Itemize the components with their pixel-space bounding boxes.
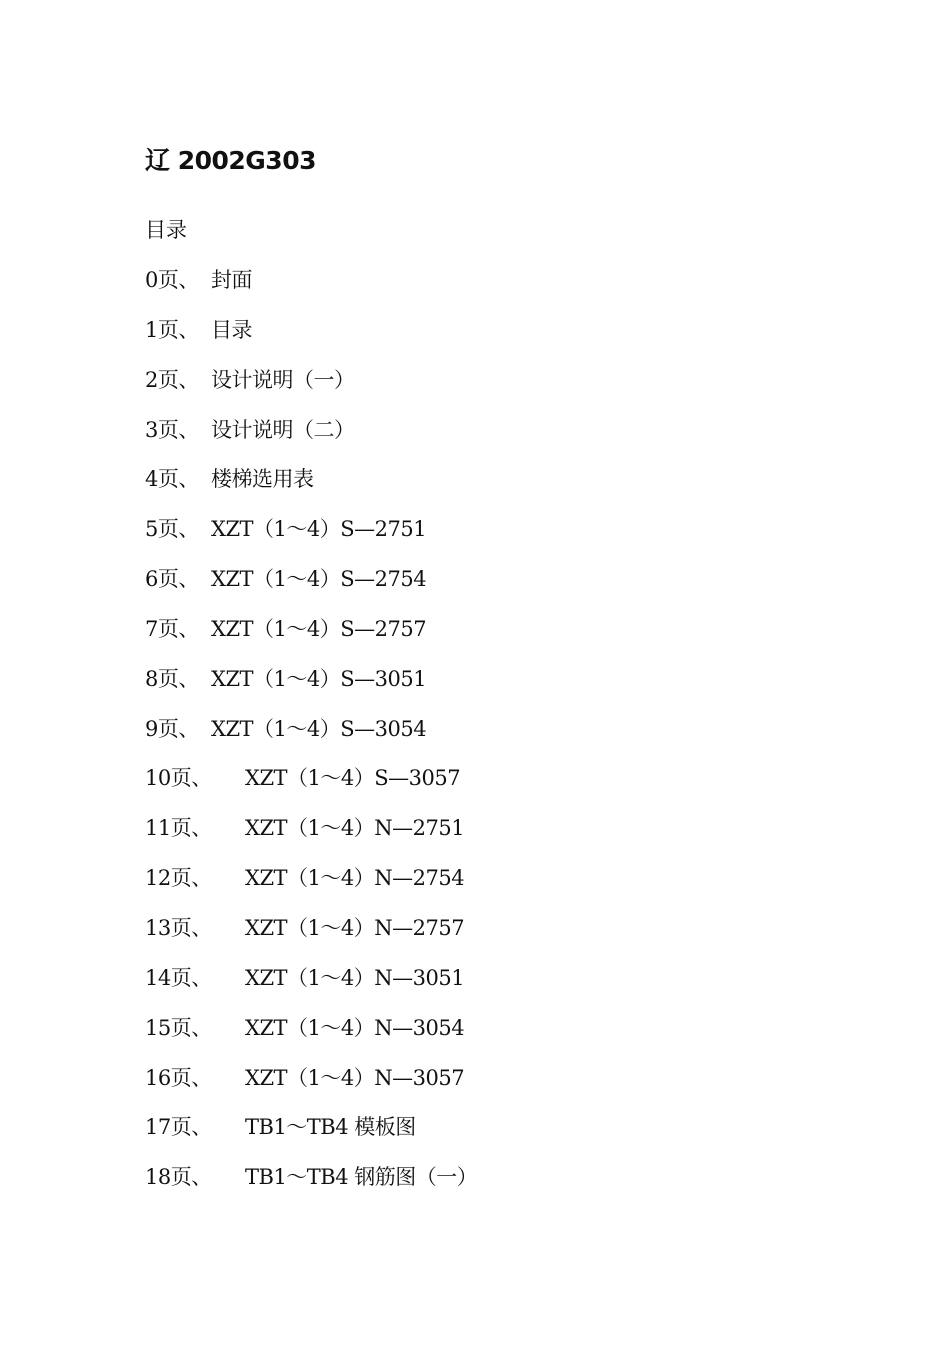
toc-page-number: 1页、: [145, 317, 199, 342]
toc-entry-title: 设计说明（一）: [211, 367, 355, 392]
toc-page-number: 0页、: [145, 268, 199, 292]
toc-entry-title: XZT（1～4）S—2757: [211, 616, 427, 641]
toc-entry-title: XZT（1～4）S—3054: [211, 716, 427, 741]
toc-page-number: 7页、: [145, 616, 199, 641]
toc-entry-0: [145, 265, 477, 315]
toc-entry-title: XZT（1～4）S—2751: [211, 517, 427, 542]
toc-entry-15: [145, 1013, 477, 1063]
toc-entry-title: 设计说明（二）: [211, 417, 355, 442]
toc-entry-4: [145, 464, 477, 514]
toc-entry-17: [145, 1112, 477, 1162]
toc-entry-16: [145, 1063, 477, 1113]
toc-entry-6: [145, 564, 477, 614]
toc-entry-1: [145, 315, 477, 365]
toc-entry-title: XZT（1～4）N—2751: [245, 816, 465, 841]
toc-entry-9: [145, 714, 477, 764]
toc-page-number: 16页、: [145, 1065, 212, 1090]
toc-entry-title: XZT（1～4）S—2754: [211, 567, 427, 592]
toc-entry-title: TB1～TB4 钢筋图（一）: [245, 1165, 478, 1190]
toc-entry-3: [145, 415, 477, 465]
toc-entry-7: [145, 614, 477, 664]
toc-entry-13: [145, 913, 477, 963]
toc-entry-2: [145, 365, 477, 415]
toc-entry-title: XZT（1～4）N—2754: [245, 866, 465, 891]
toc-entry-title: 目录: [211, 317, 252, 342]
toc-page-number: 14页、: [145, 965, 212, 990]
toc-page-number: 17页、: [145, 1115, 212, 1140]
toc-page-number: 13页、: [145, 915, 212, 940]
toc-entry-title: XZT（1～4）S—3057: [245, 766, 461, 791]
toc-page-number: 2页、: [145, 367, 199, 392]
toc-entry-10: [145, 763, 477, 813]
toc-entry-title: XZT（1～4）S—3051: [211, 666, 427, 691]
toc-page-number: 18页、: [145, 1165, 212, 1190]
toc-page-number: 3页、: [145, 417, 199, 442]
toc-entry-5: [145, 514, 477, 564]
toc-entry-12: [145, 863, 477, 913]
document-title: 辽 2002G303: [145, 146, 316, 175]
toc-page-number: 8页、: [145, 666, 199, 691]
toc-list: [145, 265, 477, 1212]
toc-entry-title: XZT（1～4）N—3051: [245, 965, 465, 990]
toc-entry-11: [145, 813, 477, 863]
toc-entry-title: XZT（1～4）N—3057: [245, 1065, 465, 1090]
toc-page-number: 10页、: [145, 766, 212, 791]
toc-entry-title: 封面: [211, 268, 252, 292]
toc-page-number: 4页、: [145, 467, 199, 492]
toc-entry-title: XZT（1～4）N—2757: [245, 915, 465, 940]
toc-heading: 目录: [145, 218, 187, 242]
toc-entry-8: [145, 664, 477, 714]
toc-entry-18: [145, 1162, 477, 1212]
toc-entry-14: [145, 963, 477, 1013]
toc-page-number: 11页、: [145, 816, 212, 841]
toc-page-number: 6页、: [145, 567, 199, 592]
toc-entry-title: TB1～TB4 模板图: [245, 1115, 416, 1140]
toc-page-number: 5页、: [145, 517, 199, 542]
toc-entry-title: 楼梯选用表: [211, 467, 314, 492]
toc-page-number: 15页、: [145, 1015, 212, 1040]
toc-page-number: 9页、: [145, 716, 199, 741]
toc-entry-title: XZT（1～4）N—3054: [245, 1015, 465, 1040]
toc-page-number: 12页、: [145, 866, 212, 891]
